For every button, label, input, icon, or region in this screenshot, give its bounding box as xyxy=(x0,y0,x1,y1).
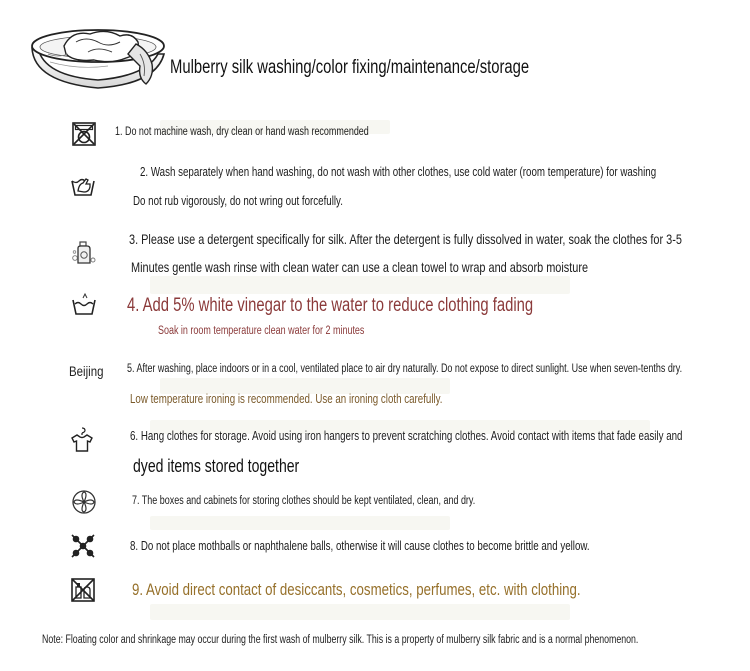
item-6-line-2: dyed items stored together xyxy=(133,456,300,476)
item-5-line-2: Low temperature ironing is recommended. Use an ironing cloth carefully. xyxy=(130,392,443,406)
item-3-line-1: 3. Please use a detergent specifically for silk. After the detergent is fully dissolved in water, soak the clothes for 3-5 xyxy=(129,231,682,247)
item-8-line-1: 8. Do not place mothballs or naphthalene balls, otherwise it will cause clothes to become brittle and yellow. xyxy=(130,539,590,553)
item-6-line-1: 6. Hang clothes for storage. Avoid using iron hangers to prevent scratching clothes. Avoid contact with items that fade easily and xyxy=(130,429,683,443)
item-5-line-1: 5. After washing, place indoors or in a cool, ventilated place to air dry naturally. Do not expose to direct sunlight. Use when seven-tenths dry. xyxy=(127,363,683,375)
background-smudge xyxy=(150,516,450,530)
hanging-shirt-icon xyxy=(69,427,95,453)
page-title: Mulberry silk washing/color fixing/maintenance/storage xyxy=(170,57,530,78)
footer-note: Note: Floating color and shrinkage may occur during the first wash of mulberry silk. This is a property of mulberry silk fabric and is a normal phenomenon. xyxy=(42,634,639,646)
background-smudge xyxy=(150,276,570,294)
item-4-line-2: Soak in room temperature clean water for 2 minutes xyxy=(158,325,365,337)
washing-basin-illustration xyxy=(28,24,168,94)
do-not-machine-wash-icon xyxy=(71,121,97,147)
detergent-bottle-icon xyxy=(71,240,97,266)
item-1-line-1: 1. Do not machine wash, dry clean or hand wash recommended xyxy=(115,126,369,138)
soak-basin-icon xyxy=(71,292,97,318)
item-7-line-1: 7. The boxes and cabinets for storing clothes should be kept ventilated, clean, and dry. xyxy=(132,495,476,507)
ventilation-fan-icon xyxy=(71,489,97,515)
hand-wash-icon xyxy=(70,173,96,199)
item-5-icon-label: Beijing xyxy=(69,363,104,379)
item-2-line-1: 2. Wash separately when hand washing, do not wash with other clothes, use cold water (room temperature) for washing xyxy=(140,165,657,179)
item-9-line-1: 9. Avoid direct contact of desiccants, cosmetics, perfumes, etc. with clothing. xyxy=(132,580,581,599)
item-3-line-2: Minutes gentle wash rinse with clean water can use a clean towel to wrap and absorb moisture xyxy=(131,259,589,275)
no-cosmetics-icon xyxy=(70,577,96,603)
no-mothballs-icon xyxy=(70,533,96,559)
item-4-line-1: 4. Add 5% white vinegar to the water to reduce clothing fading xyxy=(127,295,534,316)
background-smudge xyxy=(150,604,570,620)
item-2-line-2: Do not rub vigorously, do not wring out forcefully. xyxy=(133,194,343,208)
